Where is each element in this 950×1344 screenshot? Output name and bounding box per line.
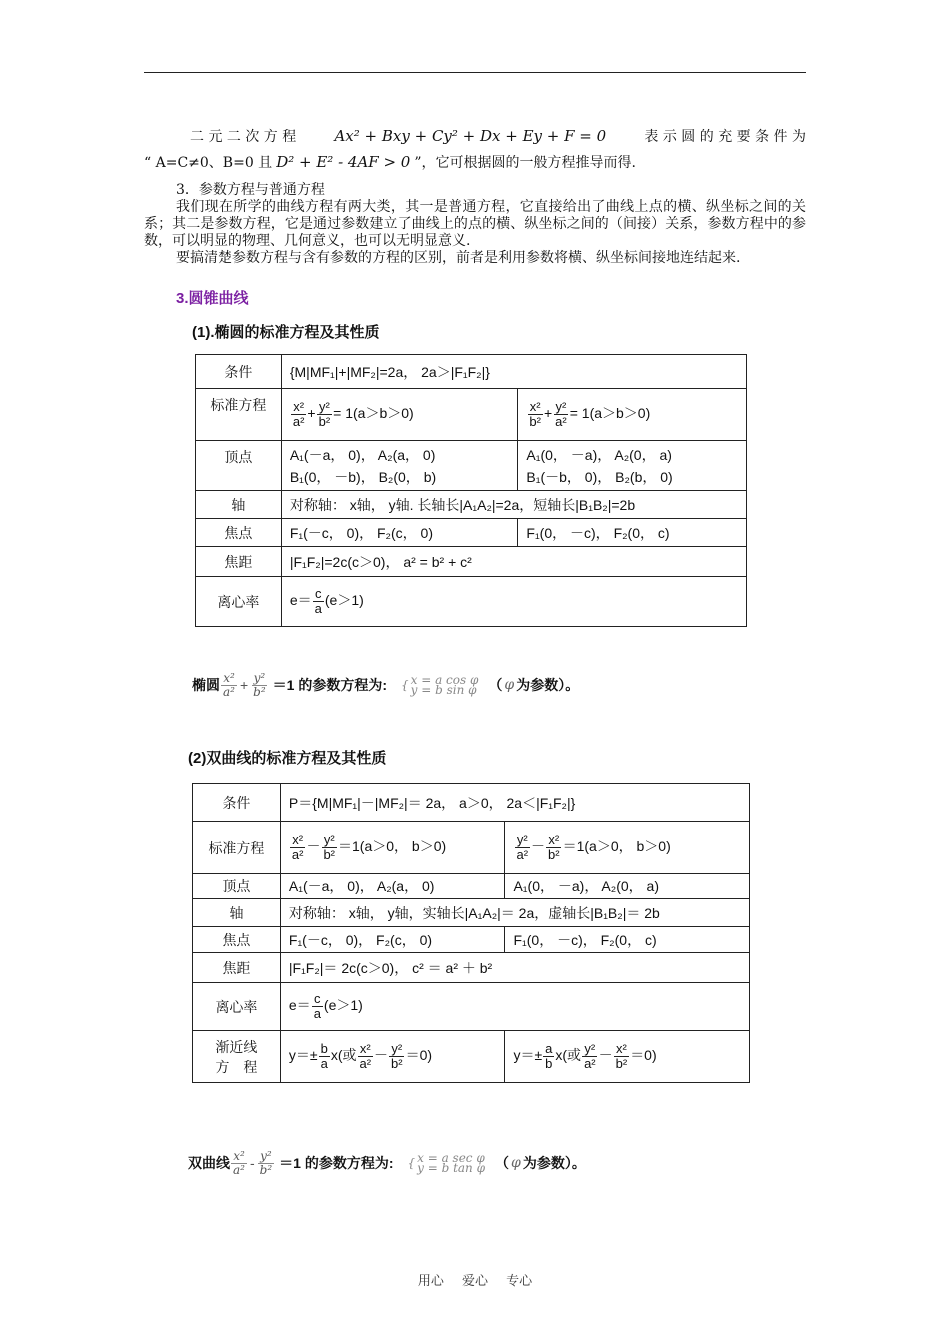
hyperbola-focus-right: F₁(0， －c)， F₂(0， c) bbox=[505, 927, 750, 953]
frac-x2-b2: $\frac{\text{x²}}{\text{b²}}$ bbox=[529, 399, 541, 429]
hyperbola-param-system: { x = a sec φ y = b tan φ bbox=[407, 1151, 486, 1176]
circle-condition-equation: D² + E² - 4AF > 0 bbox=[276, 153, 411, 171]
hyperbola-asym-label-1: 渐近线 bbox=[215, 1038, 258, 1055]
frac-y2-b2-h: $\frac{\text{y²}}{\text{b²}}$ bbox=[323, 832, 336, 862]
hyperbola-focus-left: F₁(－c， 0)， F₂(c， 0) bbox=[280, 927, 505, 953]
hyperbola-row-axis bbox=[193, 899, 750, 927]
hyperbola-param-prefix: 双曲线 bbox=[188, 1155, 230, 1172]
intro-line-1 bbox=[144, 128, 806, 146]
frac-y2-b2-hsmall: $\frac{\text{y²}}{\text{b²}}$ bbox=[259, 1149, 273, 1177]
intro-line2-pre: “ A=C≠0、B=0 且 bbox=[144, 155, 273, 171]
hyperbola-axis: 对称轴： x轴， y轴，实轴长|A₁A₂|＝ 2a，虚轴长|B₁B₂|＝ 2b bbox=[280, 899, 749, 927]
intro-paragraph bbox=[144, 128, 806, 172]
frac-c-a-h: $\frac{c}{a}$ bbox=[313, 991, 321, 1021]
ellipse-ecc-label: 离心率 bbox=[196, 577, 282, 627]
param-paragraph-2: 要搞清楚参数方程与含有参数的方程的区别，前者是利用参数将横、纵坐标间接地连结起来. bbox=[176, 250, 741, 266]
circle-equation: Ax² + Bxy + Cy² + Dx + Ey + F = 0 bbox=[334, 127, 607, 145]
frac-c-a: $\frac{c}{a}$ bbox=[314, 586, 322, 616]
ellipse-table bbox=[195, 354, 747, 627]
hyperbola-std-left-post: ＝1(a＞0， b＞0) bbox=[338, 838, 447, 855]
frac-y2-b2-small: $\frac{\text{y²}}{\text{b²}}$ bbox=[253, 671, 266, 699]
frac-x2-b2-h: $\frac{\text{x²}}{\text{b²}}$ bbox=[548, 832, 560, 862]
hyperbola-asym-left: y＝± $\frac{b}{a}$ x(或 $\frac{\text{x²}}{\text{a²}}$ － $\frac{\text{y²}}{\text{b²}}$ ＝0) bbox=[280, 1031, 505, 1083]
ellipse-param-phi: φ bbox=[504, 677, 515, 694]
hyperbola-std-right-post: ＝1(a＞0， b＞0) bbox=[562, 838, 671, 855]
hyperbola-asym-left-mid: x(或 bbox=[330, 1047, 357, 1064]
ellipse-param-system: { x = a cos φ y = b sin φ bbox=[401, 673, 479, 698]
intro-line2-post: ”，它可根据圆的一般方程推导而得. bbox=[414, 155, 636, 171]
hyperbola-param-y: y = b tan φ bbox=[417, 1161, 486, 1176]
hyperbola-row-condition bbox=[193, 784, 750, 822]
ellipse-focus-label: 焦点 bbox=[196, 519, 282, 547]
ellipse-fdist: |F₁F₂|=2c(c＞0)， a² = b² + c² bbox=[281, 547, 746, 577]
ellipse-vertex-label: 顶点 bbox=[196, 441, 282, 491]
ellipse-fdist-label: 焦距 bbox=[196, 547, 282, 577]
ellipse-param-prefix: 椭圆 bbox=[192, 677, 220, 694]
ellipse-ecc-pre: e＝ bbox=[289, 592, 312, 609]
hyperbola-param-line: 双曲线 $\frac{\text{x²}}{\text{a²}}$ - $\frac{\text{y²}}{\text{b²}}$ ＝1 的参数方程为: { x = a sec φ y = b tan φ （ φ 为参数）。 bbox=[188, 1149, 586, 1177]
frac-x2-a2-hsmall: $\frac{\text{x²}}{\text{a²}}$ bbox=[233, 1149, 245, 1177]
ellipse-param-paren-open: （ bbox=[488, 677, 503, 694]
ellipse-vertex-right bbox=[518, 441, 747, 491]
frac-b-a: $\frac{b}{a}$ bbox=[320, 1041, 328, 1071]
frac-x2-a2-small: $\frac{\text{x²}}{\text{a²}}$ bbox=[223, 671, 235, 699]
hyperbola-table bbox=[192, 783, 750, 1083]
hyperbola-param-paren-close: 为参数）。 bbox=[522, 1155, 586, 1172]
ellipse-condition-label: 条件 bbox=[196, 355, 282, 389]
ellipse-ecc bbox=[281, 577, 746, 627]
frac-a-b: $\frac{a}{b}$ bbox=[545, 1041, 553, 1071]
hyperbola-std-left: $\frac{\text{x²}}{\text{a²}}$ － $\frac{\text{y²}}{\text{b²}}$ ＝1(a＞0， b＞0) bbox=[280, 822, 505, 874]
ellipse-heading: (1).椭圆的标准方程及其性质 bbox=[192, 324, 380, 341]
frac-y2-a2: $\frac{\text{y²}}{\text{a²}}$ bbox=[555, 399, 567, 429]
hyperbola-row-ecc bbox=[193, 983, 750, 1031]
ellipse-param-suffix: ＝1 的参数方程为: bbox=[272, 677, 387, 694]
hyperbola-param-paren-open: （ bbox=[495, 1155, 510, 1172]
hyperbola-condition: P＝{M|MF₁|－|MF₂|＝ 2a， a＞0， 2a＜|F₁F₂|} bbox=[280, 784, 749, 822]
param-paragraph-1: 我们现在所学的曲线方程有两大类，其一是普通方程，它直接给出了曲线上点的横、纵坐标之间的关系；其二是参数方程，它是通过参数建立了曲线上的点的横、纵坐标之间的（间接）关系，参数方程中的参数，可以明显的物理、几何意义，也可以无明显意义. bbox=[144, 199, 806, 249]
hyperbola-row-standard bbox=[193, 822, 750, 874]
frac-y2-b2: $\frac{\text{y²}}{\text{b²}}$ bbox=[318, 399, 331, 429]
hyperbola-std-right: $\frac{\text{y²}}{\text{a²}}$ － $\frac{\text{x²}}{\text{b²}}$ ＝1(a＞0， b＞0) bbox=[505, 822, 750, 874]
ellipse-std-right-post: = 1(a＞b＞0) bbox=[569, 405, 651, 422]
ellipse-std-left-post: = 1(a＞b＞0) bbox=[333, 405, 414, 422]
ellipse-std-right: $\frac{\text{x²}}{\text{b²}}$ + $\frac{\text{y²}}{\text{a²}}$ = 1(a＞b＞0) bbox=[518, 389, 747, 441]
hyperbola-vertex-left: A₁(－a， 0)， A₂(a， 0) bbox=[280, 874, 505, 899]
hyperbola-asym-left-pre: y＝± bbox=[288, 1047, 318, 1064]
hyperbola-ecc bbox=[280, 983, 749, 1031]
ellipse-std-left: $\frac{\text{x²}}{\text{a²}}$ + $\frac{\text{y²}}{\text{b²}}$ = 1(a＞b＞0) bbox=[281, 389, 518, 441]
hyperbola-condition-label: 条件 bbox=[193, 784, 281, 822]
frac-y2-a2-asym: $\frac{\text{y²}}{\text{a²}}$ bbox=[584, 1041, 596, 1071]
hyperbola-asym-left-post: ＝0) bbox=[405, 1047, 433, 1064]
hyperbola-ecc-label: 离心率 bbox=[193, 983, 281, 1031]
hyperbola-row-focus bbox=[193, 927, 750, 953]
page-footer: 用心 爱心 专心 bbox=[417, 1274, 533, 1289]
ellipse-row-focus bbox=[196, 519, 747, 547]
frac-x2-b2-asym: $\frac{\text{x²}}{\text{b²}}$ bbox=[615, 1041, 628, 1071]
hyperbola-row-vertex bbox=[193, 874, 750, 899]
hyperbola-fdist: |F₁F₂|＝ 2c(c＞0)， c² ＝ a² ＋ b² bbox=[280, 953, 749, 983]
ellipse-axis: 对称轴： x轴， y轴. 长轴长|A₁A₂|=2a，短轴长|B₁B₂|=2b bbox=[281, 491, 746, 519]
ellipse-vertex-right-1: A₁(0， －a)， A₂(0， a) bbox=[526, 446, 672, 463]
ellipse-vertex-left-1: A₁(－a， 0)， A₂(a， 0) bbox=[289, 446, 436, 463]
hyperbola-heading: (2)双曲线的标准方程及其性质 bbox=[188, 750, 387, 767]
ellipse-row-fdist bbox=[196, 547, 747, 577]
ellipse-std-label: 标准方程 bbox=[196, 389, 282, 441]
ellipse-vertex-left bbox=[281, 441, 518, 491]
ellipse-vertex-left-2: B₁(0， －b)， B₂(0， b) bbox=[289, 468, 437, 485]
intro-line1-pre: 二 元 二 次 方 程 bbox=[190, 129, 297, 145]
hyperbola-asym-label-2: 方 程 bbox=[215, 1058, 258, 1075]
param-heading: 3．参数方程与普通方程 bbox=[176, 182, 325, 198]
ellipse-param-paren-close: 为参数）。 bbox=[516, 677, 580, 694]
hyperbola-ecc-post: (e＞1) bbox=[323, 997, 363, 1014]
ellipse-row-vertex bbox=[196, 441, 747, 491]
hyperbola-row-fdist bbox=[193, 953, 750, 983]
ellipse-focus-right: F₁(0， －c)， F₂(0， c) bbox=[518, 519, 747, 547]
hyperbola-asym-right-post: ＝0) bbox=[630, 1047, 657, 1064]
conic-heading: 3.圆锥曲线 bbox=[176, 290, 249, 307]
hyperbola-std-label: 标准方程 bbox=[193, 822, 281, 874]
ellipse-row-axis bbox=[196, 491, 747, 519]
ellipse-row-standard bbox=[196, 389, 747, 441]
ellipse-param-x: x = a cos φ bbox=[410, 673, 479, 688]
hyperbola-param-phi: φ bbox=[511, 1155, 521, 1172]
frac-x2-a2: $\frac{\text{x²}}{\text{a²}}$ bbox=[292, 399, 305, 429]
hyperbola-asym-right-pre: y＝± bbox=[513, 1047, 543, 1064]
ellipse-ecc-post: (e＞1) bbox=[324, 592, 364, 609]
intro-line-2 bbox=[144, 154, 806, 172]
ellipse-vertex-right-2: B₁(－b， 0)， B₂(b， 0) bbox=[526, 468, 673, 485]
hyperbola-asym-label bbox=[193, 1031, 281, 1083]
header-rule bbox=[144, 72, 806, 73]
hyperbola-focus-label: 焦点 bbox=[193, 927, 281, 953]
frac-y2-a2-h: $\frac{\text{y²}}{\text{a²}}$ bbox=[516, 832, 529, 862]
hyperbola-row-asymptote bbox=[193, 1031, 750, 1083]
intro-line1-post: 表 示 圆 的 充 要 条 件 为 bbox=[644, 129, 806, 145]
ellipse-row-ecc bbox=[196, 577, 747, 627]
frac-y2-b2-asym: $\frac{\text{y²}}{\text{b²}}$ bbox=[391, 1041, 403, 1071]
frac-x2-a2-h: $\frac{\text{x²}}{\text{a²}}$ bbox=[291, 832, 304, 862]
hyperbola-param-x: x = a sec φ bbox=[417, 1151, 485, 1166]
ellipse-condition: {M|MF₁|+|MF₂|=2a， 2a＞|F₁F₂|} bbox=[281, 355, 746, 389]
ellipse-focus-left: F₁(－c， 0)， F₂(c， 0) bbox=[281, 519, 518, 547]
hyperbola-fdist-label: 焦距 bbox=[193, 953, 281, 983]
hyperbola-axis-label: 轴 bbox=[193, 899, 281, 927]
ellipse-param-y: y = b sin φ bbox=[410, 683, 477, 698]
hyperbola-asym-right: y＝± $\frac{a}{b}$ x(或 $\frac{\text{y²}}{\text{a²}}$ － $\frac{\text{x²}}{\text{b²}}$ ＝0) bbox=[505, 1031, 750, 1083]
ellipse-param-line: 椭圆 $\frac{\text{x²}}{\text{a²}}$ + $\frac{\text{y²}}{\text{b²}}$ ＝1 的参数方程为: { x = a cos φ y = b sin φ （ φ 为参数）。 bbox=[192, 671, 580, 699]
ellipse-axis-label: 轴 bbox=[196, 491, 282, 519]
hyperbola-vertex-label: 顶点 bbox=[193, 874, 281, 899]
ellipse-row-condition bbox=[196, 355, 747, 389]
frac-x2-a2-asym: $\frac{\text{x²}}{\text{a²}}$ bbox=[359, 1041, 372, 1071]
hyperbola-ecc-pre: e＝ bbox=[288, 997, 311, 1014]
hyperbola-vertex-right: A₁(0， －a)， A₂(0， a) bbox=[505, 874, 750, 899]
hyperbola-param-suffix: ＝1 的参数方程为: bbox=[279, 1155, 394, 1172]
hyperbola-asym-right-mid: x(或 bbox=[555, 1047, 582, 1064]
